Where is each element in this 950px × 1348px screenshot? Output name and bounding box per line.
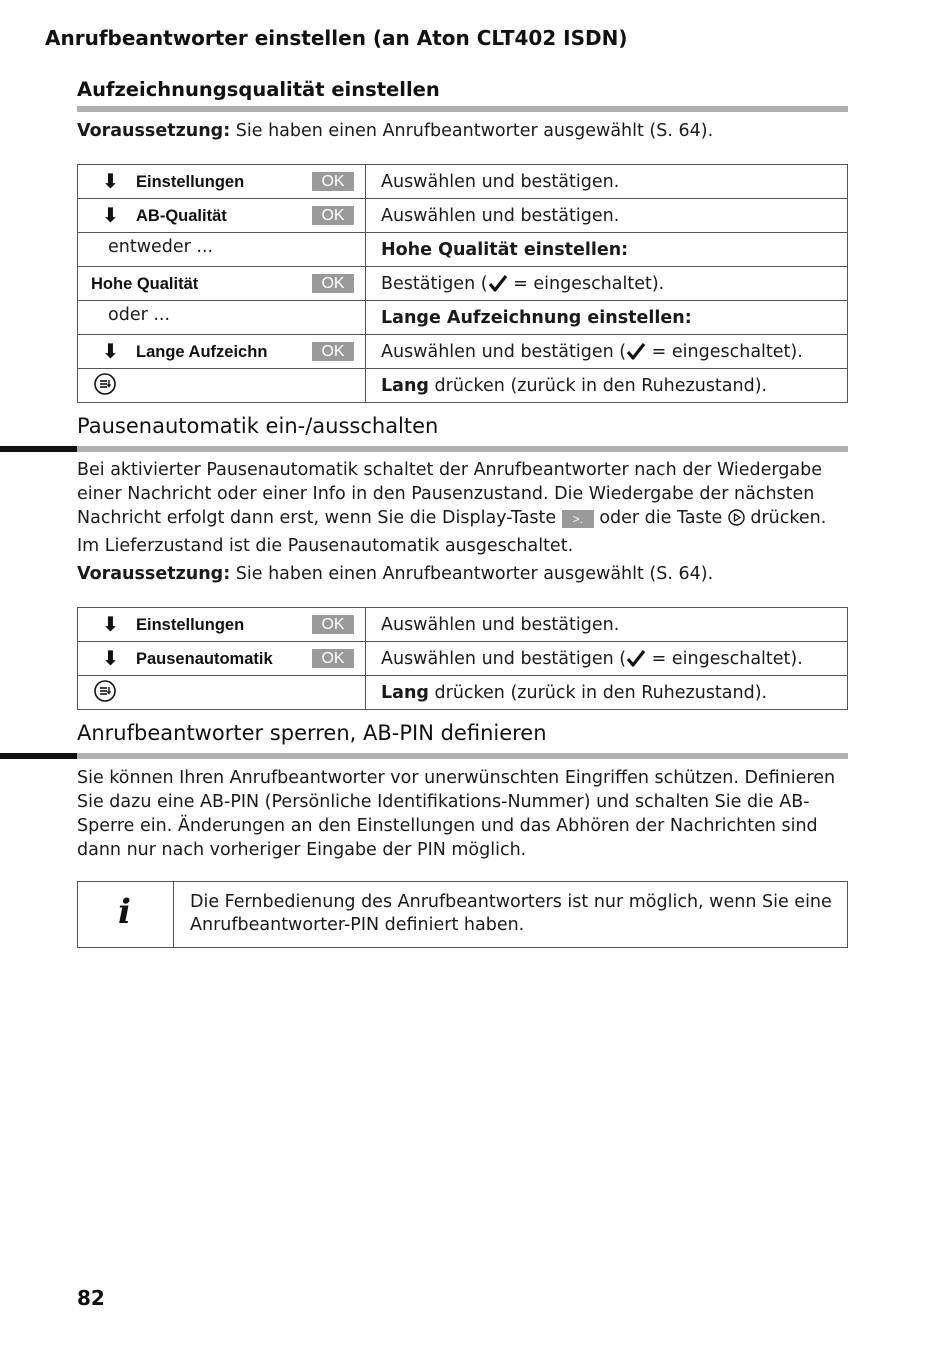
table-row (78, 267, 848, 301)
ok-key: OK (312, 649, 354, 668)
step-description: drücken (zurück in den Ruhezustand). (428, 375, 768, 396)
end-call-key-icon (94, 373, 116, 395)
paragraph-text: drücken. (744, 508, 827, 528)
menu-item-label: Pausenautomatik (136, 650, 273, 668)
ok-key: OK (312, 206, 354, 225)
table-row (78, 301, 848, 335)
step-description: Auswählen und bestätigen. (366, 608, 848, 642)
play-key-icon (728, 509, 745, 526)
section-title-recording-quality: Aufzeichnungsqualität einstellen (77, 78, 440, 101)
table-row (78, 608, 848, 642)
table-row (78, 199, 848, 233)
ok-key: OK (312, 615, 354, 634)
prerequisite (77, 119, 852, 143)
table-row (78, 165, 848, 199)
step-description-end: = eingeschaltet). (646, 649, 803, 669)
display-key: >. (562, 510, 594, 528)
key-press-emphasis: Lang (381, 682, 429, 703)
page-number: 82 (77, 1286, 105, 1310)
table-row (78, 642, 848, 676)
info-text: Die Fernbedienung des Anrufbeantworters ist nur möglich, wenn Sie eine Anrufbeantworter-PIN definiert haben. (190, 892, 832, 935)
section-margin-marker (0, 446, 77, 452)
step-description: Auswählen und bestätigen. (366, 165, 848, 199)
step-description: Auswählen und bestätigen ( (381, 649, 627, 669)
menu-item-label: Einstellungen (136, 616, 245, 634)
menu-item-label: AB-Qualität (136, 207, 227, 225)
menu-item-label: Hohe Qualität (91, 275, 199, 293)
option-heading: Hohe Qualität einstellen: (381, 239, 629, 260)
info-icon: i (118, 892, 131, 932)
step-description-end: = eingeschaltet). (646, 342, 803, 362)
section-divider (77, 106, 848, 112)
key-press-emphasis: Lang (381, 375, 429, 396)
step-description: Bestätigen ( (381, 274, 488, 294)
table-row (78, 233, 848, 267)
steps-table-pause (77, 607, 848, 710)
down-arrow-icon: ⬇ (102, 203, 119, 227)
table-row (78, 335, 848, 369)
down-arrow-icon: ⬇ (102, 612, 119, 636)
down-arrow-icon: ⬇ (102, 339, 119, 363)
option-label: entweder ... (108, 237, 214, 257)
section-title-pause: Pausenautomatik ein-/ausschalten (77, 414, 439, 438)
paragraph: Im Lieferzustand ist die Pausenautomatik ausgeschaltet. (77, 536, 574, 556)
checkmark-icon (626, 341, 646, 361)
option-heading: Lange Aufzeichnung einstellen: (381, 307, 692, 328)
option-label: oder ... (108, 305, 171, 325)
prerequisite-text: Sie haben einen Anrufbeantworter ausgewählt (S. 64). (230, 121, 714, 141)
ok-key: OK (312, 342, 354, 361)
section-title-pin: Anrufbeantworter sperren, AB-PIN definieren (77, 721, 547, 745)
down-arrow-icon: ⬇ (102, 169, 119, 193)
menu-item-label: Lange Aufzeichn (136, 343, 268, 361)
checkmark-icon (626, 648, 646, 668)
section-margin-marker (0, 753, 77, 759)
checkmark-icon (488, 273, 508, 293)
step-description-end: = eingeschaltet). (507, 274, 665, 294)
step-description: Auswählen und bestätigen. (366, 199, 848, 233)
paragraph (77, 458, 852, 530)
steps-table-quality (77, 164, 848, 403)
prerequisite-text: Sie haben einen Anrufbeantworter ausgewählt (S. 64). (230, 564, 714, 584)
table-row (78, 369, 848, 403)
step-description: drücken (zurück in den Ruhezustand). (428, 682, 768, 703)
prerequisite-label: Voraussetzung: (77, 121, 231, 141)
table-row (78, 676, 848, 710)
section-divider (77, 753, 848, 759)
ok-key: OK (312, 172, 354, 191)
paragraph: Sie können Ihren Anrufbeantworter vor unerwünschten Eingriffen schützen. Definieren Sie dazu eine AB-PIN (Persönliche Identifikations-Nummer) und schalten Sie die AB-Sperre ein. Änderungen an den Einstellungen und das Abhören der Nachrichten sind dann nur nach vorheriger Eingabe der PIN möglich. (77, 768, 836, 860)
step-description: Auswählen und bestätigen ( (381, 342, 627, 362)
running-header: Anrufbeantworter einstellen (an Aton CLT402 ISDN) (45, 26, 628, 50)
prerequisite (77, 562, 852, 586)
paragraph-text: Bei aktivierter Pausenautomatik schaltet der Anrufbeantworter nach der Wiedergabe einer Nachricht oder einer Info in den Pausenzustand. Die Wiedergabe der nächsten Nachricht erfolgt dann erst, wenn Sie die Display-Taste (77, 460, 822, 528)
section-divider (77, 446, 848, 452)
info-box (77, 881, 848, 948)
ok-key: OK (312, 274, 354, 293)
paragraph-text: oder die Taste (593, 508, 728, 528)
down-arrow-icon: ⬇ (102, 646, 119, 670)
menu-item-label: Einstellungen (136, 173, 245, 191)
prerequisite-label: Voraussetzung: (77, 564, 231, 584)
end-call-key-icon (94, 680, 116, 702)
